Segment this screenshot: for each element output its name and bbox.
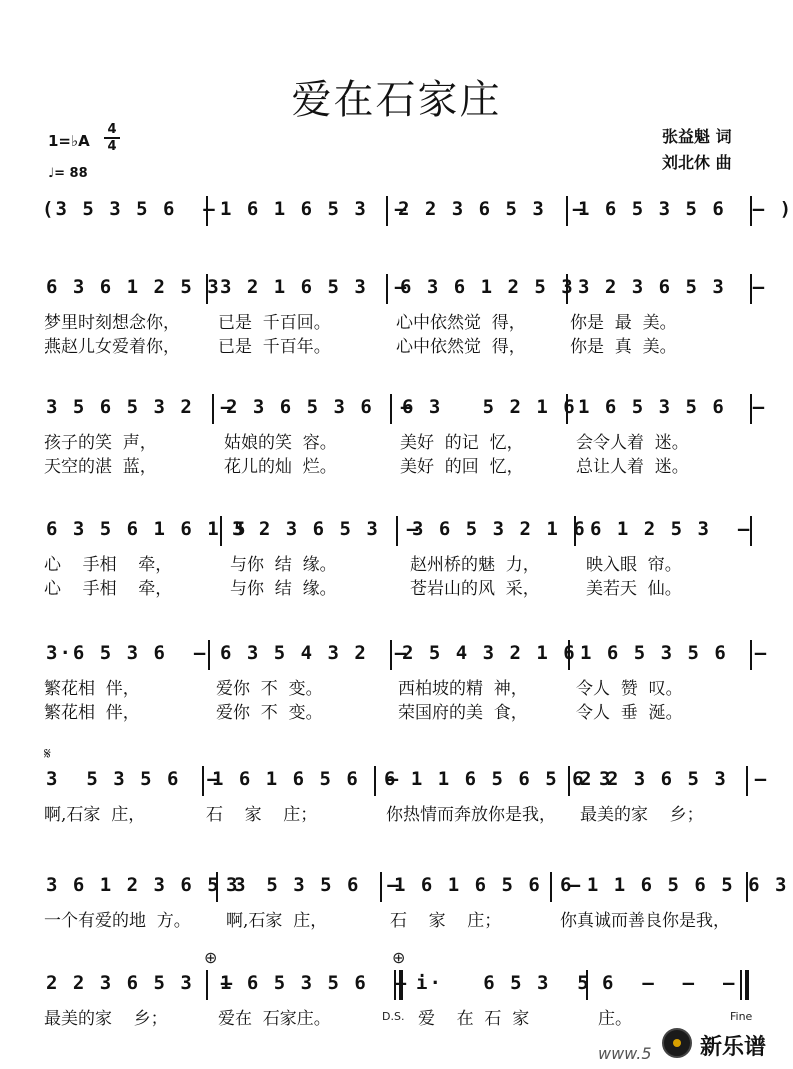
measure-notes: 6 3 6 1 2 5 3 bbox=[400, 276, 575, 298]
lyric-line: 美好 的回 忆， bbox=[400, 457, 524, 477]
measure-notes: 2 2 3 6 5 3 – bbox=[46, 972, 235, 994]
lyric-line: 你是 真 美。 bbox=[570, 337, 677, 357]
time-signature bbox=[104, 122, 120, 154]
score-system bbox=[40, 274, 767, 306]
lyric-line: 繁花相 伴， bbox=[44, 679, 140, 699]
measure-notes: 1 6 5 3 5 6 – bbox=[220, 972, 409, 994]
lyric-line: 西柏坡的精 神， bbox=[398, 679, 528, 699]
lyric-line: 心中依然觉 得， bbox=[396, 313, 526, 333]
lyric-line: 心中依然觉 得， bbox=[396, 337, 526, 357]
measure-notes: 6 3 5 2 1 6 bbox=[402, 396, 577, 418]
score-system bbox=[40, 766, 769, 798]
brand-name: 新乐谱 bbox=[700, 1035, 767, 1060]
measure-notes: 6 1 2 5 3 – bbox=[590, 518, 752, 540]
lyric-line: 苍岩山的风 采， bbox=[410, 579, 540, 599]
measure-notes: 3 5 3 5 6 – bbox=[46, 768, 221, 790]
score-system bbox=[40, 516, 755, 548]
lyric-line: 孩子的笑 声， bbox=[44, 433, 157, 453]
time-numerator: 4 bbox=[107, 122, 117, 137]
measure-notes: 3 6 1 2 3 6 5 3 bbox=[46, 874, 248, 896]
bar-line bbox=[740, 970, 742, 1000]
score-system bbox=[40, 640, 769, 672]
measure-notes: 3 5 3 5 6 – bbox=[226, 874, 401, 896]
score-system bbox=[40, 196, 793, 228]
lyric-line: 令人 赞 叹。 bbox=[576, 679, 683, 699]
lyric-line: 最美的家 乡； bbox=[44, 1009, 168, 1029]
lyric-line: 庄。 bbox=[598, 1009, 632, 1029]
lyric-line: 燕赵儿女爱着你， bbox=[44, 337, 180, 357]
lyricist-credit: 张益魁 词 bbox=[662, 127, 732, 146]
measure-notes: 6 – – – bbox=[602, 972, 737, 994]
lyric-line: 梦里时刻想念你， bbox=[44, 313, 180, 333]
lyric-line: 最美的家 乡； bbox=[580, 805, 704, 825]
score-system bbox=[40, 970, 755, 1002]
measure-notes: 6 1 1 6 5 6 5 6 3 bbox=[560, 874, 789, 896]
lyric-line: 赵州桥的魅 力， bbox=[410, 555, 540, 575]
measure-notes: 2 5 4 3 2 1 6 bbox=[402, 642, 577, 664]
lyric-line: 会令人着 迷。 bbox=[576, 433, 689, 453]
lyric-line: 啊,石家 庄， bbox=[44, 805, 146, 825]
tempo-marking: ♩= 88 bbox=[48, 166, 88, 181]
measure-notes: 3·6 5 3 6 – bbox=[46, 642, 208, 664]
time-divider: 4 bbox=[104, 137, 120, 154]
measure-notes: 6 3 5 4 3 2 – bbox=[220, 642, 409, 664]
measure-notes: (3 5 3 5 6 – bbox=[42, 198, 217, 220]
measure-notes: 6 3 5 6 1 6 1 5 bbox=[46, 518, 248, 540]
lyric-line: 爱你 不 变。 bbox=[216, 703, 323, 723]
lyric-line: 令人 垂 涎。 bbox=[576, 703, 683, 723]
lyric-line: 爱你 不 变。 bbox=[216, 679, 323, 699]
lyric-line: 姑娘的笑 容。 bbox=[224, 433, 337, 453]
lyric-line: 心 手相 牵， bbox=[44, 555, 173, 575]
lyric-line: 啊,石家 庄， bbox=[226, 911, 328, 931]
lyric-line: 爱在 石家庄。 bbox=[218, 1009, 331, 1029]
lyric-line: 你热情而奔放你是我， bbox=[386, 805, 556, 825]
lyric-line: 天空的湛 蓝， bbox=[44, 457, 157, 477]
lyric-line: 与你 结 缘。 bbox=[230, 579, 337, 599]
brand-logo-icon bbox=[662, 1028, 692, 1058]
measure-notes: 2 2 3 6 5 3 – bbox=[398, 198, 587, 220]
lyric-line: 已是 千百回。 bbox=[218, 313, 331, 333]
lyric-line: 美好 的记 忆， bbox=[400, 433, 524, 453]
lyric-line: 爱 在 石 家 bbox=[418, 1009, 530, 1029]
measure-notes: 6 1 1 6 5 6 5 6 3 bbox=[384, 768, 613, 790]
lyric-line: 花儿的灿 烂。 bbox=[224, 457, 337, 477]
measure-notes: 1 6 5 3 5 6 – bbox=[580, 642, 769, 664]
lyric-line: 已是 千百年。 bbox=[218, 337, 331, 357]
score-system bbox=[40, 394, 767, 426]
coda-sign: ⊕ bbox=[204, 948, 218, 967]
lyric-line: 一个有爱的地 方。 bbox=[44, 911, 191, 931]
lyric-line: 心 手相 牵， bbox=[44, 579, 173, 599]
final-bar-line bbox=[745, 970, 749, 1000]
watermark-url: www.5 bbox=[598, 1044, 652, 1063]
lyric-line: 繁花相 伴， bbox=[44, 703, 140, 723]
ds-marking: D.S. bbox=[382, 1010, 405, 1023]
lyric-line: 美若天 仙。 bbox=[586, 579, 682, 599]
measure-notes: i· 6 5 3 5 bbox=[416, 972, 591, 994]
segno-sign: 𝄋 bbox=[44, 744, 51, 763]
lyric-line: 映入眼 帘。 bbox=[586, 555, 682, 575]
measure-notes: 1 6 1 6 5 3 – bbox=[220, 198, 409, 220]
lyric-line: 石 家 庄； bbox=[390, 911, 502, 931]
lyric-line: 石 家 庄； bbox=[206, 805, 318, 825]
measure-notes: 1 6 1 6 5 6 – bbox=[394, 874, 583, 896]
lyric-line: 你真诚而善良你是我， bbox=[560, 911, 730, 931]
coda-sign: ⊕ bbox=[392, 948, 406, 967]
lyric-line: 与你 结 缘。 bbox=[230, 555, 337, 575]
song-title: 爱在石家庄 bbox=[291, 77, 502, 123]
key-signature: 1=♭A bbox=[48, 132, 90, 150]
measure-notes: 3 2 3 6 5 3 – bbox=[578, 276, 767, 298]
bar-line bbox=[208, 640, 210, 670]
measure-notes: 3 5 6 5 3 2 – bbox=[46, 396, 235, 418]
lyric-line: 你是 最 美。 bbox=[570, 313, 677, 333]
measure-notes: 3 6 5 3 2 1 6 bbox=[412, 518, 587, 540]
lyric-line: 荣国府的美 食， bbox=[398, 703, 528, 723]
composer-credit: 刘北休 曲 bbox=[662, 153, 732, 172]
measure-notes: 2 3 6 5 3 6 – bbox=[226, 396, 415, 418]
measure-notes: 2 2 3 6 5 3 – bbox=[580, 768, 769, 790]
measure-notes: 1 6 5 3 5 6 – bbox=[578, 396, 767, 418]
score-system bbox=[40, 872, 789, 904]
measure-notes: 3 2 3 6 5 3 – bbox=[232, 518, 421, 540]
measure-notes: 1 6 5 3 5 6 – ) bbox=[578, 198, 793, 220]
measure-notes: 1 6 1 6 5 6 – bbox=[212, 768, 401, 790]
lyric-line: 总让人着 迷。 bbox=[576, 457, 689, 477]
measure-notes: 3 2 1 6 5 3 – bbox=[220, 276, 409, 298]
fine-marking: Fine bbox=[730, 1010, 753, 1023]
measure-notes: 6 3 6 1 2 5 3 bbox=[46, 276, 221, 298]
